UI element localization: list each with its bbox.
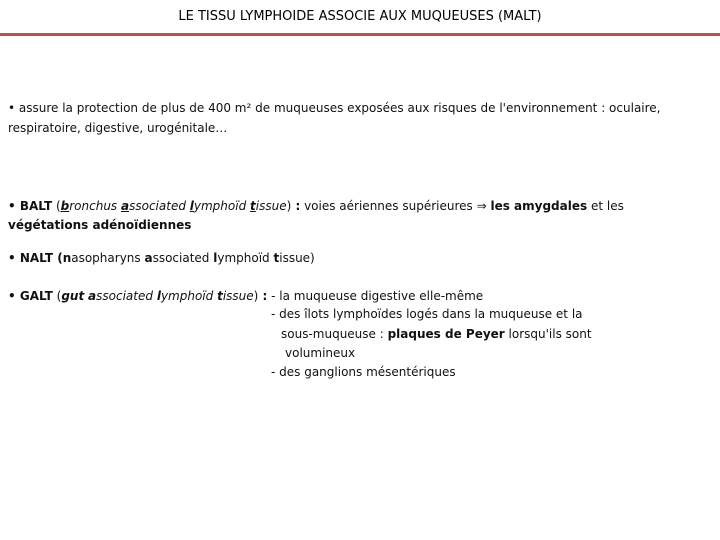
- balt-letter-b: b: [60, 199, 70, 213]
- nalt-letter-l: l: [213, 251, 218, 265]
- balt-paren-close: ): [286, 199, 292, 213]
- galt-letter-t: t: [217, 289, 223, 303]
- balt-colon: :: [291, 199, 301, 213]
- galt-lorsquils-sont: lorsqu'ils sont: [504, 327, 592, 341]
- galt-word-issue: issue: [222, 289, 254, 303]
- galt-item-1: - la muqueuse digestive elle-même: [267, 289, 484, 303]
- balt-line-2: végétations adénoïdiennes: [8, 218, 192, 232]
- nalt-line: [8, 248, 315, 268]
- balt-amygdales: les amygdales: [490, 199, 588, 213]
- page-title: LE TISSU LYMPHOIDE ASSOCIE AUX MUQUEUSES (MALT): [178, 9, 542, 24]
- title-divider: [0, 33, 720, 36]
- galt-word-gut: gut: [61, 289, 85, 303]
- balt-word-ssociated: ssociated: [129, 199, 190, 213]
- balt-et-les: et les: [587, 199, 624, 213]
- galt-item-3: - des ganglions mésentériques: [271, 365, 456, 379]
- intro-line-2: respiratoire, digestive, urogénitale…: [8, 121, 228, 135]
- nalt-letter-a: a: [144, 251, 153, 265]
- nalt-word-issue: issue): [279, 251, 315, 265]
- galt-word-ymphoid: ymphoïd: [160, 289, 218, 303]
- nalt-word-ymphoid: ymphoïd: [217, 251, 274, 265]
- nalt-word-ssociated: ssociated: [152, 251, 214, 265]
- intro-line-1: • assure la protection de plus de 400 m² de muqueuses exposées aux risques de l'environnement : oculaire,: [8, 101, 661, 115]
- galt-sous-muqueuse: sous-muqueuse :: [281, 327, 388, 341]
- nalt-word-asopharyns: asopharyns: [71, 251, 145, 265]
- galt-item-2-line-2: [281, 325, 592, 344]
- galt-letter-a: a: [88, 289, 97, 303]
- galt-paren-close: ): [253, 289, 259, 303]
- nalt-letter-n: n: [62, 251, 72, 265]
- balt-letter-l: l: [189, 199, 194, 213]
- nalt-letter-t: t: [273, 251, 280, 265]
- nalt-label: • NALT (: [8, 251, 63, 265]
- balt-letter-a: a: [121, 199, 130, 213]
- galt-line-1: [8, 286, 483, 306]
- galt-letter-l: l: [156, 289, 161, 303]
- galt-paren-open: (: [52, 289, 62, 303]
- galt-item-2-line-1: - des îlots lymphoïdes logés dans la muqueuse et la: [271, 307, 583, 321]
- galt-item-2-line-3: volumineux: [285, 346, 356, 360]
- balt-label: • BALT: [8, 199, 53, 213]
- galt-colon: :: [258, 289, 268, 303]
- balt-paren-open: (: [52, 199, 61, 213]
- balt-description: voies aériennes supérieures ⇒: [300, 199, 491, 213]
- balt-word-ronchus: ronchus: [69, 199, 121, 213]
- balt-line-1: [8, 196, 624, 216]
- galt-label: • GALT: [8, 289, 53, 303]
- galt-word-ssociated: ssociated: [96, 289, 157, 303]
- balt-word-issue: issue: [255, 199, 287, 213]
- galt-plaques-de-peyer: plaques de Peyer: [387, 327, 505, 341]
- balt-letter-t: t: [250, 199, 256, 213]
- balt-word-ymphoid: ymphoïd: [193, 199, 251, 213]
